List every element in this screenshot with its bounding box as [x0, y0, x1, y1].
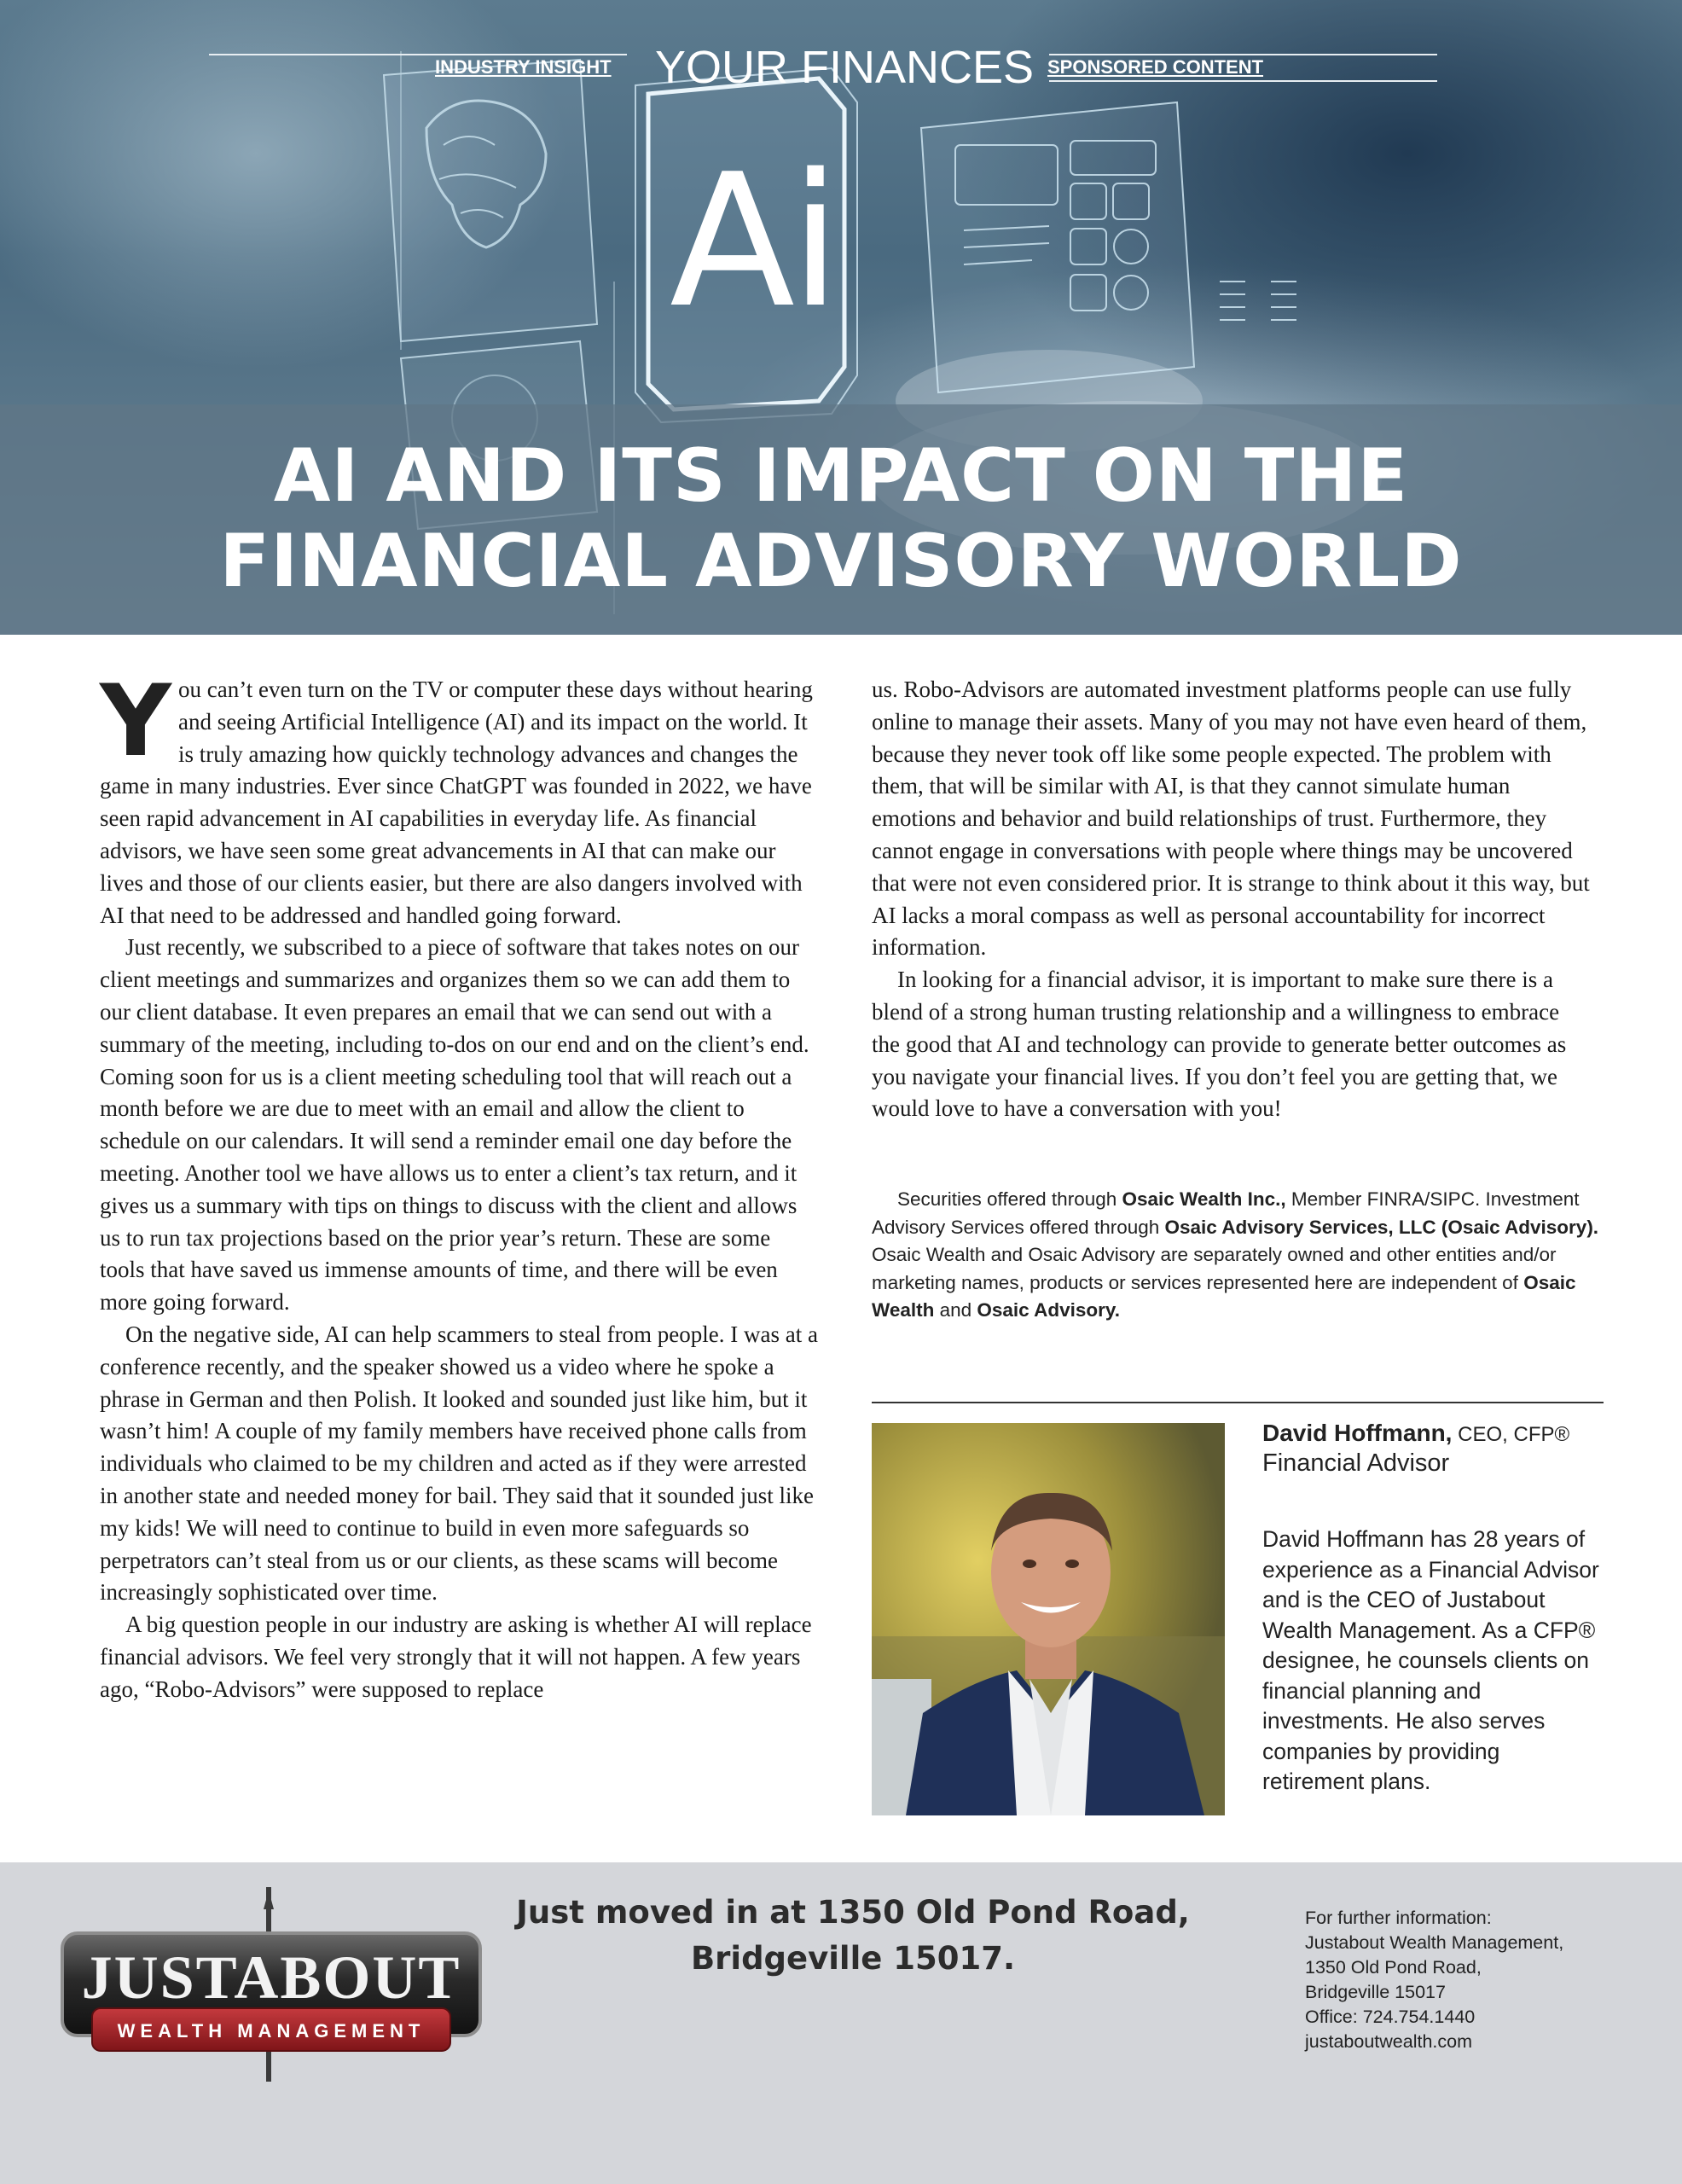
announce-line-1: Just moved in at 1350 Old Pond Road, — [516, 1894, 1190, 1931]
author-divider — [872, 1402, 1604, 1403]
drop-cap: Y — [100, 664, 171, 779]
portrait-illustration — [872, 1423, 1225, 1815]
securities-disclaimer: Securities offered through Osaic Wealth Inc., Member FINRA/SIPC. Investment Advisory Services offered through Osaic Advisory Services, LLC (Osaic Advisory). Osaic Wealth and Osaic Advisory are separately owned and other entities and/or marketing names, products or services represented here are independent of Osaic Wealth and Osaic Advisory. — [872, 1188, 1599, 1321]
paragraph-2: Just recently, we subscribed to a piece of software that takes notes on our client meetings and summarizes and organizes them so we can add them to our client database. It even prepares an email that we can send out with a summary of the meeting, including to-dos on our end and on the client’s end. Coming soon for us is a client meeting scheduling tool that will reach out a month before we are due to meet with an email and allow the client to schedule on our calendars. It will send a reminder email one day before the meeting. Another tool we have allows us to enter a client’s tax return, and it gives us a summary with tips on things to discuss with the client and allows us to run tax projections based on the prior year’s return. These are some tools that have saved us immense amounts of time, and there will be even more going forward. — [100, 934, 809, 1316]
header-rule-right — [1049, 54, 1437, 55]
section-title: YOUR FINANCES — [655, 42, 1035, 93]
contact-info — [1305, 1906, 1646, 2054]
contact-phone[interactable]: Office: 724.754.1440 — [1305, 2007, 1476, 2027]
logo-wordmark: JUSTABOUT — [81, 1943, 461, 2012]
contact-city: Bridgeville 15017 — [1305, 1982, 1446, 2002]
article-title — [0, 433, 1682, 604]
moving-announcement — [478, 1890, 1228, 1982]
paragraph-4: A big question people in our industry are asking is whether AI will replace financial advisors. We feel very strongly that it will not happen. A few years ago, “Robo-Advisors” were supposed to replace — [100, 1612, 812, 1702]
article-column-left — [100, 664, 818, 1706]
contact-street: 1350 Old Pond Road, — [1305, 1957, 1482, 1978]
title-line-1: AI AND ITS IMPACT ON THE — [273, 433, 1409, 519]
industry-insight-tag: INDUSTRY INSIGHT — [435, 56, 612, 78]
paragraph-5: us. Robo-Advisors are automated investment platforms people can use fully online to manage their assets. Many of you may not have even heard of them, because they never took off like some people expected. The problem with them, that will be similar with AI, is that they cannot simulate human emotions and behavior and build relationships of trust. Furthermore, they cannot engage in conversations with people where things may be uncovered that were not even considered prior. It is strange to think about it this way, but AI lacks a moral compass as well as personal accountability for incorrect information. — [872, 677, 1590, 961]
hero-banner — [0, 0, 1682, 635]
ai-glyph: Ai — [670, 134, 836, 348]
contact-company: Justabout Wealth Management, — [1305, 1932, 1564, 1953]
author-photo — [872, 1423, 1225, 1815]
author-bio: David Hoffmann has 28 years of experience as a Financial Advisor and is the CEO of Justabout Wealth Management. As a CFP® designee, he counsels clients on financial planning and investments. He also serves companies by providing retirement plans. — [1262, 1526, 1599, 1794]
announce-line-2: Bridgeville 15017. — [690, 1940, 1016, 1977]
author-credentials: CEO, CFP® — [1452, 1423, 1570, 1446]
logo-subtitle: WEALTH MANAGEMENT — [117, 2020, 426, 2042]
article-column-right — [872, 674, 1592, 1125]
header-rule-left — [209, 54, 627, 55]
paragraph-1: You can’t even turn on the TV or computer these days without hearing and seeing Artificial Intelligence (AI) and its impact on the world. It is truly amazing how quickly technology advances and changes the game in many industries. Ever since ChatGPT was founded in 2022, we have seen rapid advancement in AI capabilities in everyday life. As financial advisors, we have seen some great advancements in AI that can make our lives and those of our clients easier, but there are also dangers involved with AI that need to be addressed and handled going forward. — [100, 664, 813, 928]
author-name: David Hoffmann, CEO, CFP® — [1262, 1420, 1570, 1446]
title-line-2: FINANCIAL ADVISORY WORLD — [219, 519, 1463, 604]
sponsored-content-tag: SPONSORED CONTENT — [1047, 56, 1264, 78]
contact-heading: For further information: — [1305, 1908, 1492, 1928]
author-role: Financial Advisor — [1262, 1449, 1450, 1477]
justabout-logo[interactable] — [58, 1885, 484, 2086]
logo-mark — [58, 1885, 484, 2082]
paragraph-6: In looking for a financial advisor, it is important to make sure there is a blend of a strong human trusting relationship and a willingness to embrace the good that AI and technology can provide to generate better outcomes as you navigate your financial lives. If you don’t feel you are getting that, we would love to have a conversation with you! — [872, 967, 1567, 1122]
header-rule-right-bottom — [1049, 80, 1437, 82]
paragraph-3: On the negative side, AI can help scammers to steal from people. I was at a conference recently, and the speaker showed us a video where he spoke a phrase in German and then Polish. It looked and sounded just like him, but it wasn’t him! A couple of my family members have received phone calls from individuals who claimed to be my children and acted as if they were arrested in another state and needed money for bail. They said that it sounded just like my kids! We will need to continue to build in even more safeguards so perpetrators can’t steal from us or our clients, as these scams will become increasingly sophisticated over time. — [100, 1321, 818, 1606]
contact-website-link[interactable]: justaboutwealth.com — [1305, 2031, 1472, 2052]
